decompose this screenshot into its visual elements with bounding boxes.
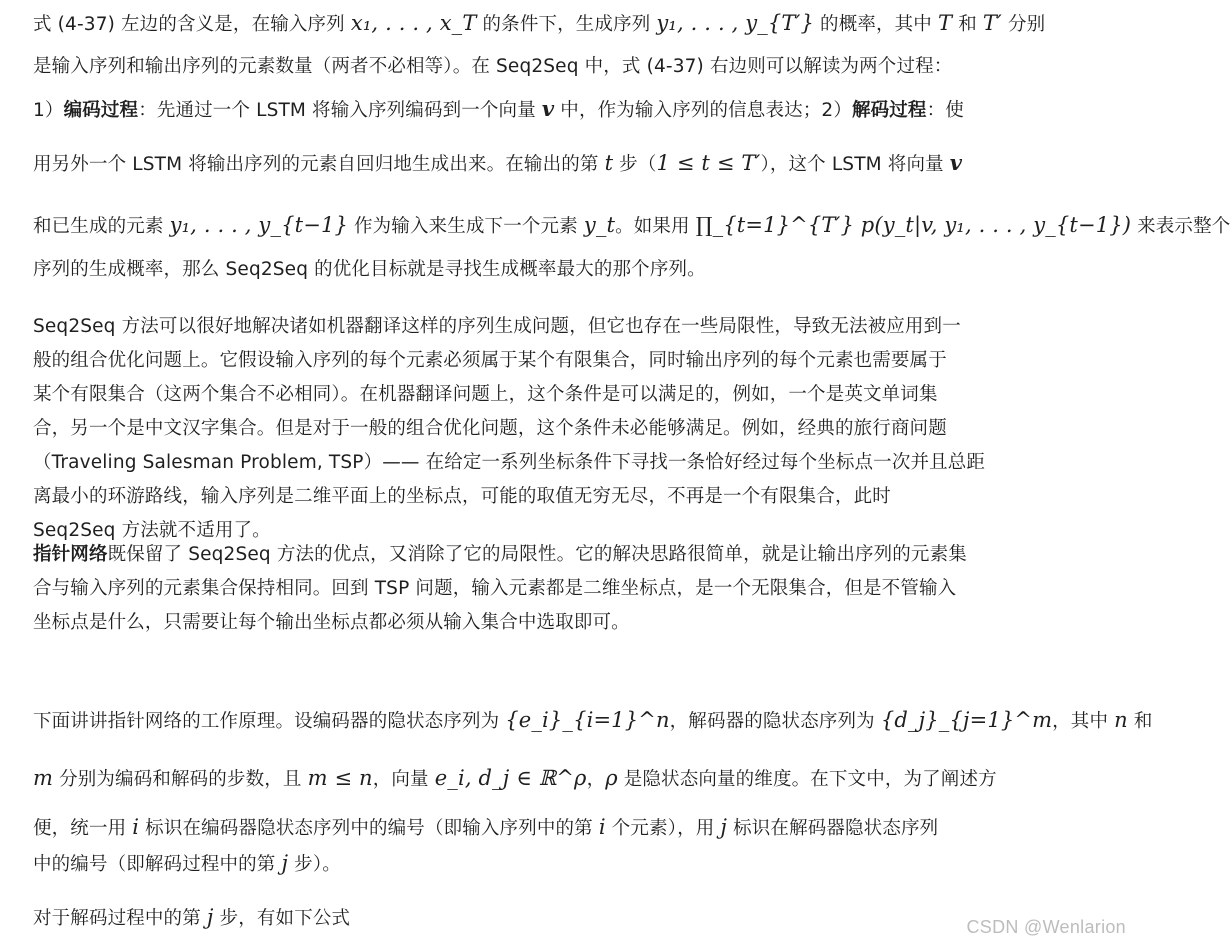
text-line <box>33 538 967 572</box>
math-expression: {e_i}_{i=1}^n <box>505 708 670 732</box>
bold-term: 编码过程 <box>63 100 139 121</box>
text-run: 和 <box>1127 711 1153 732</box>
paragraph-working-principle <box>33 698 1153 882</box>
bold-term: 指针网络 <box>33 544 108 565</box>
math-expression: i <box>132 815 140 839</box>
math-expression: 1 ≤ t ≤ T′ <box>656 151 761 175</box>
text-run: 中的编号（即解码过程中的第 <box>33 854 282 875</box>
text-run: 。如果用 <box>615 216 696 237</box>
text-run: 便，统一用 <box>33 818 133 839</box>
math-expression: ∏_{t=1}^{T′} p(y_t|v, y₁, . . . , y_{t−1}) <box>695 213 1132 237</box>
math-expression: v <box>949 150 963 175</box>
text-line <box>33 344 985 378</box>
math-expression: y_t <box>583 213 616 237</box>
math-expression: ρ <box>605 766 618 790</box>
text-run: 的条件下，生成序列 <box>476 14 657 35</box>
text-run: 和已生成的元素 <box>33 216 170 237</box>
text-run: ，向量 <box>372 769 435 790</box>
text-run: 合，另一个是中文汉字集合。但是对于一般的组合优化问题，这个条件未必能够满足。例如，经典的旅行商问题 <box>33 418 947 439</box>
text-run: 对于解码过程中的第 <box>33 908 207 929</box>
text-run: 中，作为输入序列的信息表达；2） <box>554 100 852 121</box>
math-expression: v <box>541 96 555 121</box>
math-expression: n <box>1114 708 1128 732</box>
text-run: 某个有限集合（这两个集合不必相同）。在机器翻译问题上，这个条件是可以满足的，例如，一个是英文单词集 <box>33 384 938 405</box>
math-expression: m ≤ n <box>307 766 373 790</box>
text-run: 步（ <box>613 154 657 175</box>
math-expression: j <box>206 905 214 929</box>
text-line <box>33 810 1153 846</box>
text-line <box>33 900 350 936</box>
text-line <box>33 606 967 640</box>
math-expression: y₁, . . . , y_{T′} <box>656 11 815 35</box>
text-run: 步，有如下公式 <box>213 908 351 929</box>
text-line <box>33 141 1230 187</box>
math-expression: i <box>598 815 606 839</box>
text-line <box>33 572 967 606</box>
text-line <box>33 698 1153 744</box>
math-expression: {d_j}_{j=1}^m <box>880 708 1053 732</box>
text-run: ，其中 <box>1052 711 1115 732</box>
text-run: 式 (4-37) 左边的含义是，在输入序列 <box>33 14 351 35</box>
math-expression: T <box>938 11 953 35</box>
paragraph-formula-intro <box>33 900 350 936</box>
text-line <box>33 480 985 514</box>
text-line <box>33 846 1153 882</box>
text-run: ，解码器的隐状态序列为 <box>669 711 881 732</box>
text-line <box>33 92 1230 128</box>
text-run: 序列的生成概率，那么 Seq2Seq 的优化目标就是寻找生成概率最大的那个序列。 <box>33 259 706 280</box>
math-expression: x₁, . . . , x_T <box>350 11 477 35</box>
text-run: 分别 <box>1001 14 1046 35</box>
text-run: 1） <box>33 100 64 121</box>
text-run: 下面讲讲指针网络的工作原理。设编码器的隐状态序列为 <box>33 711 506 732</box>
text-run: ），这个 LSTM 将向量 <box>760 154 950 175</box>
text-run: Seq2Seq 方法可以很好地解决诸如机器翻译这样的序列生成问题，但它也存在一些局限性，导致无法被应用到一 <box>33 316 961 337</box>
text-run: ， <box>586 769 606 790</box>
text-run: 是输入序列和输出序列的元素数量（两者不必相等）。在 Seq2Seq 中，式 (4-37) 右边则可以解读为两个过程： <box>33 56 953 77</box>
text-line <box>33 378 985 412</box>
text-run: 和 <box>952 14 983 35</box>
text-run: 离最小的环游路线，输入序列是二维平面上的坐标点，可能的取值无穷无尽，不再是一个有限集合，此时 <box>33 486 891 507</box>
paragraph-pointer-network <box>33 538 967 640</box>
text-run: 作为输入来生成下一个元素 <box>347 216 584 237</box>
text-run: 标识在解码器隐状态序列 <box>727 818 939 839</box>
math-expression: e_i, d_j ∈ ℝ^ρ <box>434 766 587 790</box>
text-run: 来表示整个 <box>1131 216 1230 237</box>
text-run: 用另外一个 LSTM 将输出序列的元素自回归地生成出来。在输出的第 <box>33 154 605 175</box>
text-run: 坐标点是什么，只需要让每个输出坐标点都必须从输入集合中选取即可。 <box>33 612 630 633</box>
text-line <box>33 412 985 446</box>
text-line <box>33 253 1230 287</box>
text-run: 步）。 <box>288 854 341 875</box>
math-expression: m <box>33 766 54 790</box>
text-run: 合与输入序列的元素集合保持相同。回到 TSP 问题，输入元素都是二维坐标点，是一个无限集合，但是不管输入 <box>33 578 957 599</box>
text-run: ：使 <box>926 100 964 121</box>
text-run: 般的组合优化问题上。它假设输入序列的每个元素必须属于某个有限集合，同时输出序列的每个元素也需要属于 <box>33 350 947 371</box>
text-line <box>33 50 1230 84</box>
text-line <box>33 310 985 344</box>
text-run: 分别为编码和解码的步数，且 <box>53 769 308 790</box>
math-expression: j <box>281 851 289 875</box>
text-run: 是隐状态向量的维度。在下文中，为了阐述方 <box>617 769 997 790</box>
text-run: 既保留了 Seq2Seq 方法的优点，又消除了它的局限性。它的解决思路很简单，就是让输出序列的元素集 <box>107 544 967 565</box>
text-run: 个元素），用 <box>605 818 721 839</box>
math-expression: y₁, . . . , y_{t−1} <box>169 213 348 237</box>
bold-term: 解码过程 <box>851 100 927 121</box>
paragraph-seq2seq-formula <box>33 6 1230 287</box>
text-run: Seq2Seq 方法就不适用了。 <box>33 520 271 541</box>
math-expression: j <box>720 815 728 839</box>
text-run: 标识在编码器隐状态序列中的编号（即输入序列中的第 <box>139 818 599 839</box>
text-run: （Traveling Salesman Problem, TSP）—— 在给定一系列坐标条件下寻找一条恰好经过每个坐标点一次并且总距 <box>33 452 986 473</box>
math-expression: T′ <box>982 11 1002 35</box>
math-expression: t <box>604 151 614 175</box>
text-line <box>33 446 985 480</box>
text-line <box>33 203 1230 249</box>
paragraph-seq2seq-limits <box>33 310 985 548</box>
csdn-watermark: CSDN @Wenlarion <box>966 917 1126 937</box>
text-line <box>33 6 1230 42</box>
text-run: 的概率，其中 <box>814 14 938 35</box>
text-run: ：先通过一个 LSTM 将输入序列编码到一个向量 <box>138 100 542 121</box>
text-line <box>33 756 1153 802</box>
